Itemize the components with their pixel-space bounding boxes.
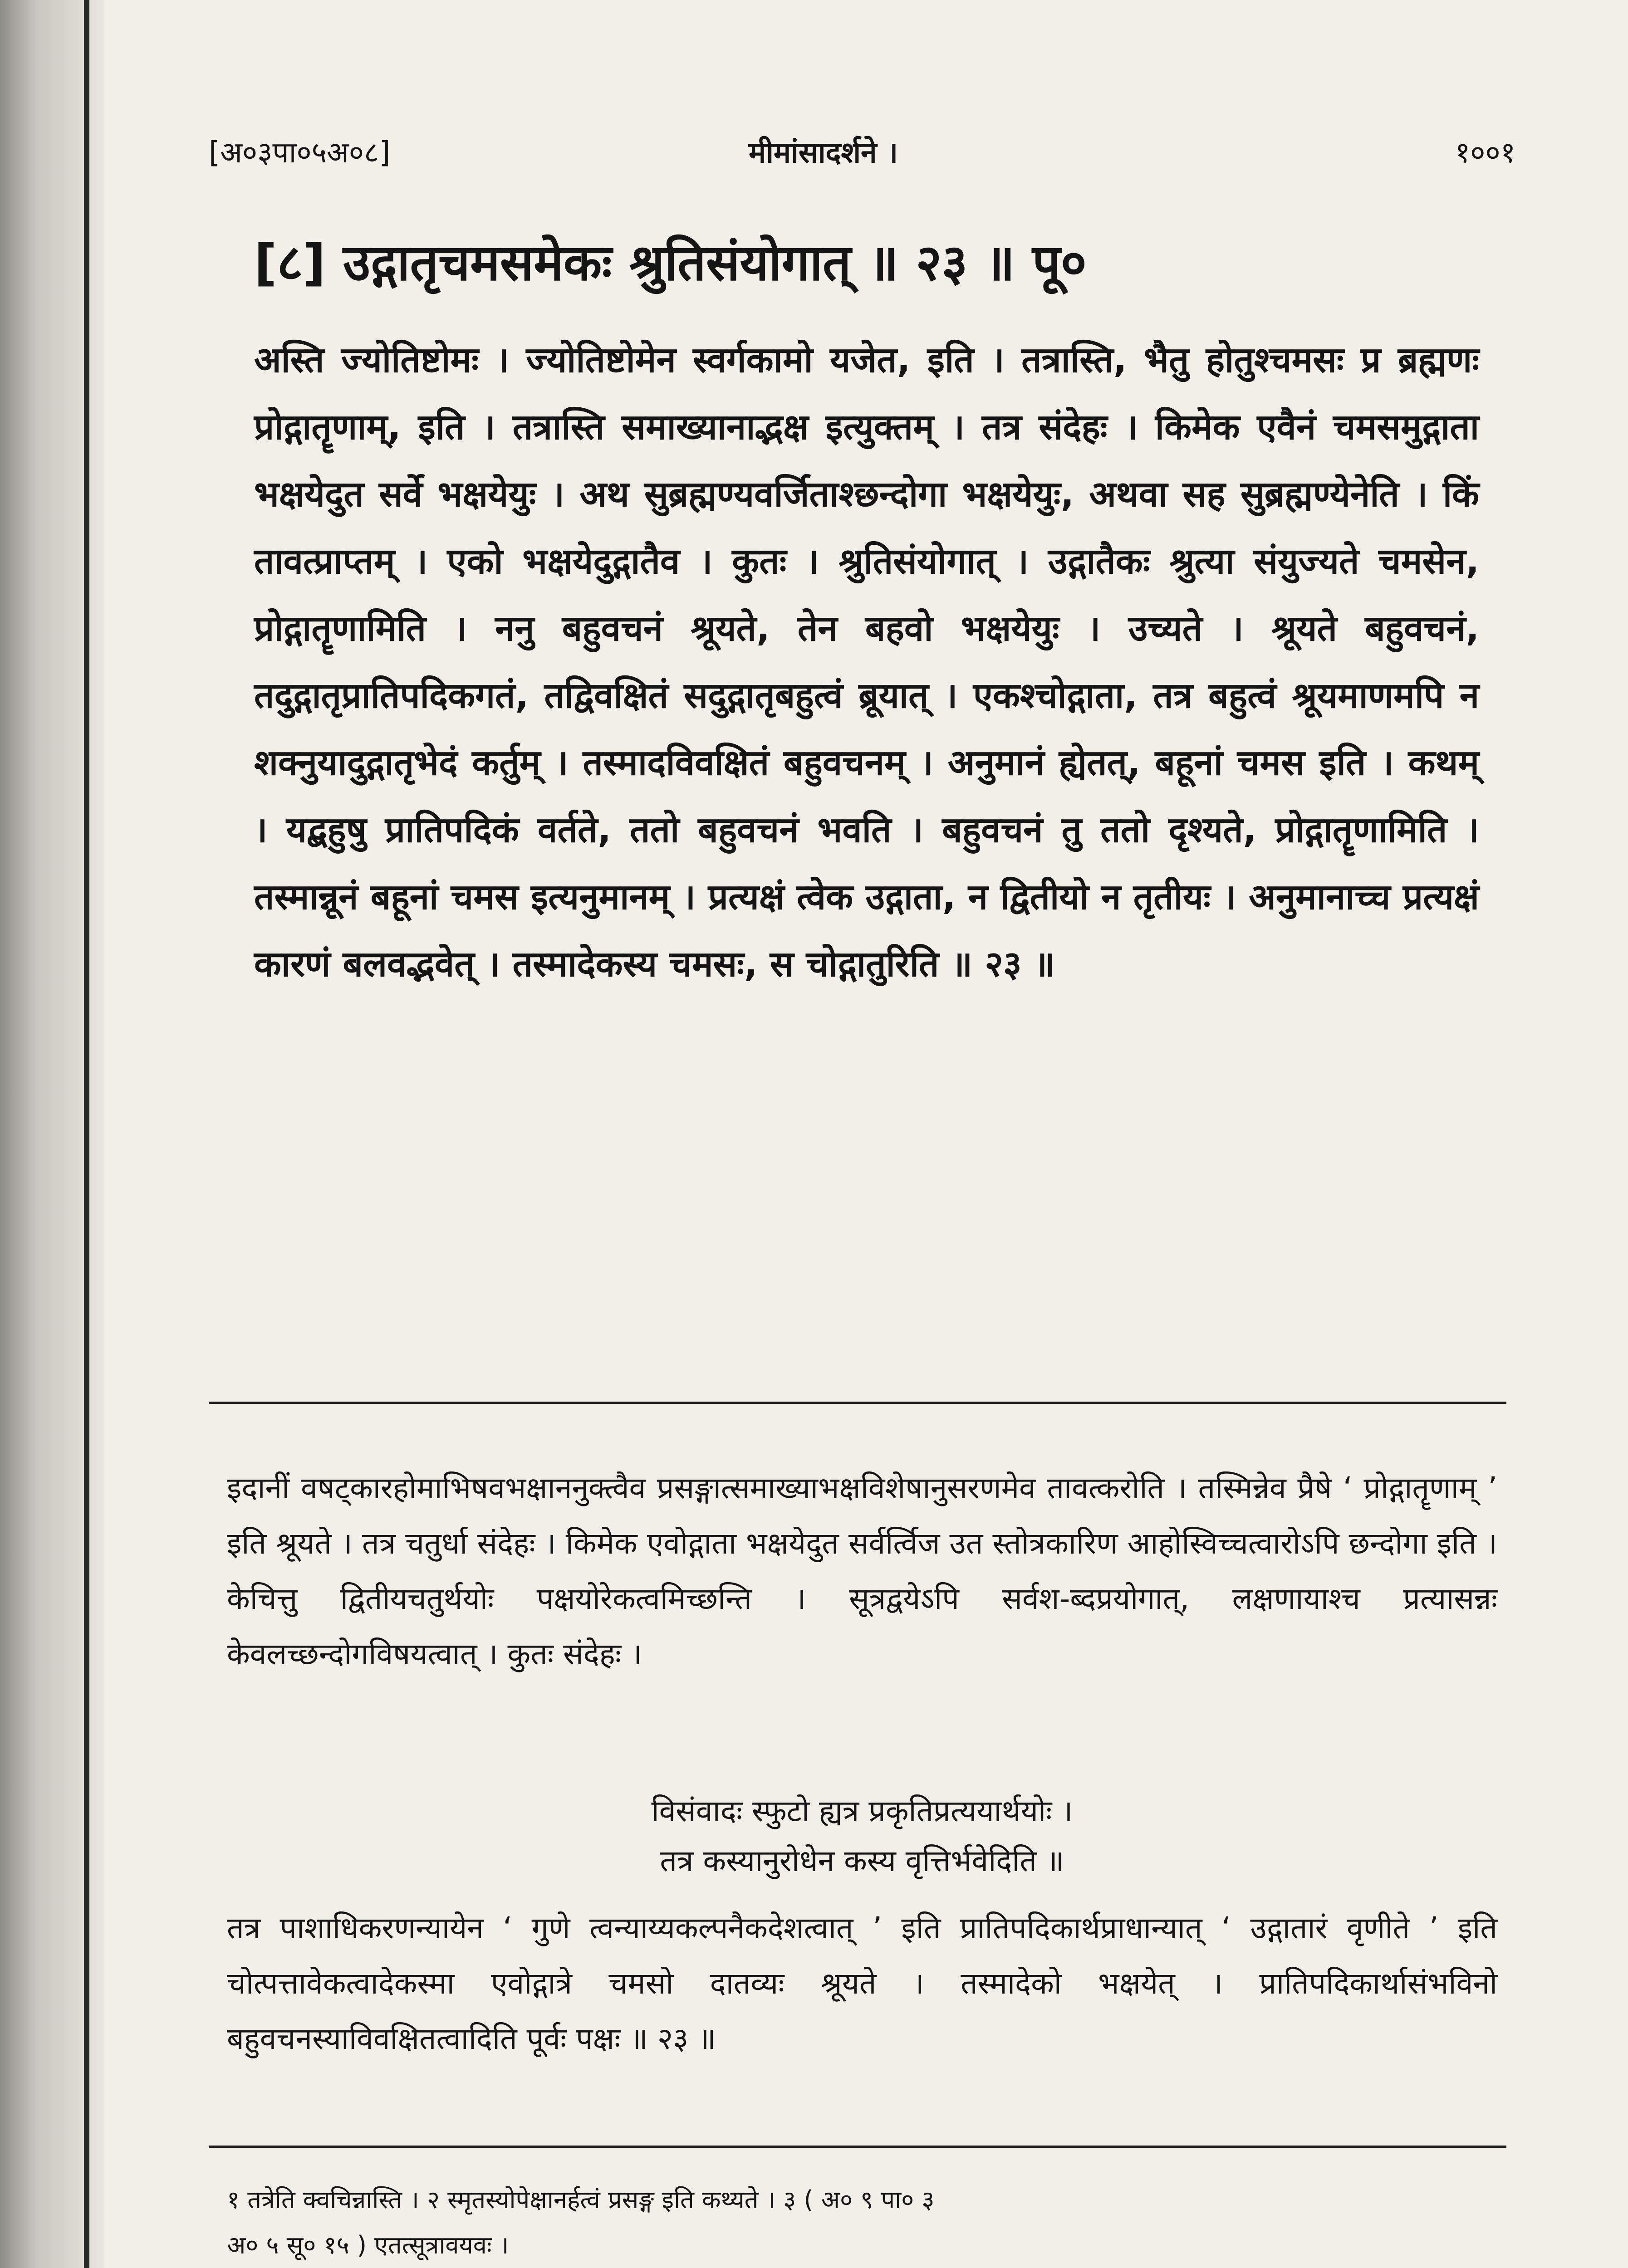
commentary-text-continued: तत्र पाशाधिकरणन्यायेन ‘ गुणे त्वन्याय्यकल्पनैकदेशत्वात् ’ इति प्रातिपदिकार्थप्राधान्यात् ‘ उद्गातारं वृणीते ’ इति चोत्पत्तावेकत्वादेकस्मा एवोद्गात्रे चमसो दातव्यः श्रूयते । तस्मादेको भक्षयेत् । प्रातिपदिकार्थासंभविनो बहुवचनस्याविवक्षितत्वादिति पूर्वः पक्षः ॥ २३ ॥ — [227, 1911, 1497, 2056]
commentary-text: इदानीं वषट्कारहोमाभिषवभक्षाननुक्त्वैव प्रसङ्गात्समाख्याभक्षविशेषानुसरणमेव तावत्करोति । तस्मिन्नेव प्रैषे ‘ प्रोद्गातॄणाम् ’ इति श्रूयते । तत्र चतुर्धा संदेहः । किमेक एवोद्गाता भक्षयेदुत सर्वर्त्विज उत स्तोत्रकारिण आहोस्विच्चत्वारोऽपि छन्दोगा इति । केचित्तु द्वितीयचतुर्थयोः पक्षयोरेकत्वमिच्छन्ति । सूत्रद्वयेऽपि सर्वश-ब्दप्रयोगात्, लक्षणायाश्च प्रत्यासन्नः केवलच्छन्दोगविषयत्वात् । कुतः संदेहः । — [227, 1471, 1497, 1672]
page-number: १००१ — [1455, 136, 1515, 170]
bhashya-text: अस्ति ज्योतिष्टोमः । ज्योतिष्टोमेन स्वर्गकामो यजेत, इति । तत्रास्ति, भैतु होतुश्चमसः प्र ब्रह्मणः प्रोद्गातॄणाम्, इति । तत्रास्ति समाख्यानाद्भक्ष इत्युक्तम् । तत्र संदेहः । किमेक एवैनं चमसमुद्गाता भक्षयेदुत सर्वे भक्षयेयुः । अथ सुब्रह्मण्यवर्जिताश्छन्दोगा भक्षयेयुः, अथवा सह सुब्रह्मण्येनेति । किं तावत्प्राप्तम् । एको भक्षयेदुद्गातैव । कुतः । श्रुतिसंयोगात् । उद्गातैकः श्रुत्या संयुज्यते चमसेन, प्रोद्गातॄणामिति । ननु बहुवचनं श्रूयते, तेन बहवो भक्षयेयुः । उच्यते । श्रूयते बहुवचनं, तदुद्गातृप्रातिपदिकगतं, तद्विवक्षितं सदुद्गातृबहुत्वं ब्रूयात् । एकश्चोद्गाता, तत्र बहुत्वं श्रूयमाणमपि न शक्नुयादुद्गातृभेदं कर्तुम् । तस्मादविवक्षितं बहुवचनम् । अनुमानं ह्येतत्, बहूनां चमस इति । कथम् । यद्बहुषु प्रातिपदिकं वर्तते, ततो बहुवचनं भवति । बहुवचनं तु ततो दृश्यते, प्रोद्गातॄणामिति । तस्मान्नूनं बहूनां चमस इत्यनुमानम् । प्रत्यक्षं त्वेक उद्गाता, न द्वितीयो न तृतीयः । अनुमानाच्च प्रत्यक्षं कारणं बलवद्भवेत् । तस्मादेकस्य चमसः, स चोद्गातुरिति ॥ २३ ॥ — [254, 340, 1479, 985]
footnote-line-1: १ तत्रेति क्वचिन्नास्ति । २ स्मृतस्योपेक्षानर्हत्वं प्रसङ्ग इति कथ्यते । ३ ( अ० ९ पा० ३ — [227, 2185, 935, 2214]
footnotes — [227, 2177, 1497, 2268]
header-title: मीमांसादर्शने । — [749, 136, 898, 170]
binding-edge — [84, 0, 89, 2268]
verse-line-1: विसंवादः स्फुटो ह्यत्र प्रकृतिप्रत्ययार्थयोः । — [651, 1794, 1073, 1828]
footnote-divider — [209, 2146, 1506, 2148]
verse-line-2: तत्र कस्यानुरोधेन कस्य वृत्तिर्भवेदिति ॥ — [660, 1843, 1064, 1878]
footnote-line-2: अ० ५ सू० १५ ) एतत्सूत्रावयवः । — [227, 2231, 509, 2259]
sutra-heading: [८] उद्गातृचमसमेकः श्रुतिसंयोगात् ॥ २३ ॥ पू० — [254, 234, 1087, 292]
page — [191, 91, 1534, 2268]
section-divider — [209, 1402, 1506, 1404]
header-reference: [अ०३पा०५अ०८] — [209, 136, 391, 170]
running-header — [191, 118, 1534, 191]
